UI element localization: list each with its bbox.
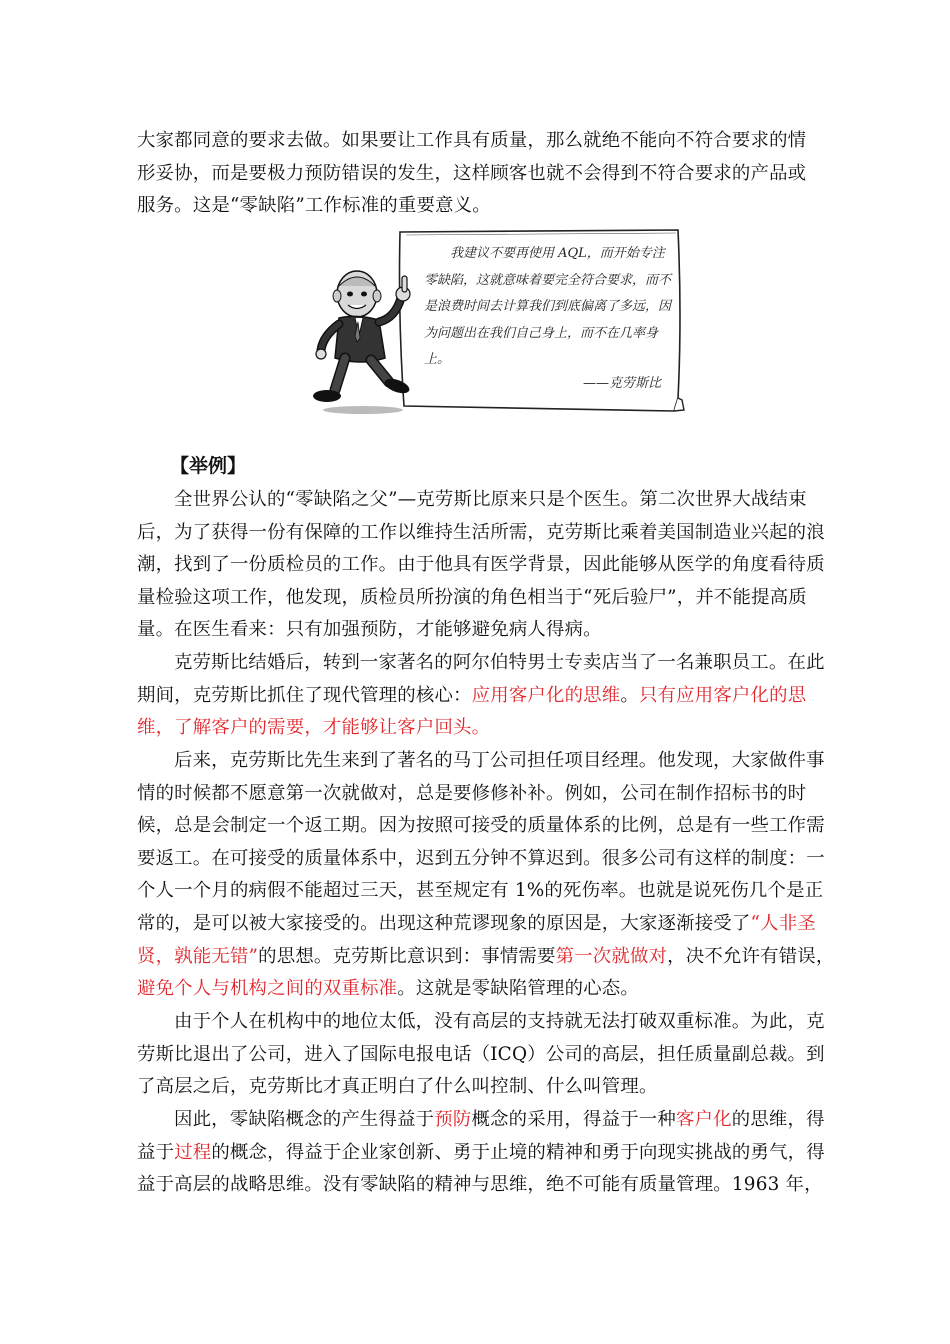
example-paragraph-3	[137, 745, 837, 1006]
intro-line-1: 大家都同意的要求去做。如果要让工作具有质量，那么就绝不能向不符合要求的情	[137, 130, 807, 151]
p2-text-b: 。	[620, 684, 639, 706]
p3-text-d: 。这就是零缺陷管理的心态。	[397, 978, 639, 1000]
intro-line-3: 服务。这是“零缺陷”工作标准的重要意义。	[137, 195, 491, 217]
p3-highlight-3: 避免个人与机构之间的双重标准	[137, 978, 398, 1000]
intro-paragraph	[137, 125, 837, 223]
p5-text-b: 概念的采用，得益于一种	[471, 1109, 676, 1130]
p5-highlight-1: 预防	[434, 1109, 472, 1130]
intro-line-2: 形妥协，而是要极力预防错误的发生，这样顾客也就不会得到不符合要求的产品或	[137, 162, 807, 184]
p2-text-a: 克劳斯比结婚后，转到一家著名的阿尔伯特男士专卖店当了一名兼职员工。在此期间，克劳斯比抓住了现代管理的核心：	[137, 652, 825, 706]
p5-text-a: 因此，零缺陷概念的产生得益于	[174, 1109, 435, 1130]
quote-author: ——克劳斯比	[583, 376, 662, 391]
example-paragraph-5	[137, 1104, 837, 1202]
p2-highlight-1: 应用客户化的思维	[471, 684, 621, 706]
p3-text-b: 的思想。克劳斯比意识到：事情需要	[258, 945, 556, 967]
p5-text-c: 的思维，得益于	[137, 1109, 825, 1163]
crosby-cartoon-illustration	[305, 258, 425, 418]
p3-text-a: 后来，克劳斯比先生来到了著名的马丁公司担任项目经理。他发现，大家做件事情的时候都不愿意第一次就做对，总是要修修补补。例如，公司在制作招标书的时候，总是会制定一个返工期。因为按照可接受的质量体系的比例，总是有一些工作需要返工。在可接受的质量体系中，迟到五分钟不算迟到。很多公司有这样的制度：一个人一个月的病假不能超过三天，甚至规定有 1%的死伤率。也就是说死伤几个是正常的，是可以被大家接受的。出现这种荒谬现象的原因是，大家逐渐接受了	[137, 750, 825, 934]
example-paragraph-4: 由于个人在机构中的地位太低，没有高层的支持就无法打破双重标准。为此，克劳斯比退出了公司，进入了国际电报电话（ICQ）公司的高层，担任质量副总裁。到了高层之后，克劳斯比才真正明白了什么叫控制、什么叫管理。	[137, 1011, 825, 1098]
example-paragraph-2	[137, 647, 837, 745]
p3-highlight-1: “人非圣贤，孰能无错”	[137, 912, 816, 967]
example-paragraph-1: 全世界公认的“零缺陷之父”—克劳斯比原来只是个医生。第二次世界大战结束后，为了获得一份有保障的工作以维持生活所需，克劳斯比乘着美国制造业兴起的浪潮，找到了一份质检员的工作。由于他具有医学背景，因此能够从医学的角度看待质量检验这项工作，他发现，质检员所扮演的角色相当于“死后验尸”，并不能提高质量。在医生看来：只有加强预防，才能够避免病人得病。	[137, 489, 825, 641]
p5-text-d: 的概念，得益于企业家创新、勇于止境的精神和勇于向现实挑战的勇气，得益于高层的战略思维。没有零缺陷的精神与思维，绝不可能有质量管理。1963 年，	[137, 1141, 825, 1196]
p3-text-c: ，决不允许有错误，	[667, 945, 835, 967]
p3-highlight-2: 第一次就做对	[555, 945, 668, 967]
example-heading: 【举例】	[170, 455, 247, 477]
quote-text: 我建议不要再使用 AQL，而开始专注零缺陷，这就意味着要完全符合要求，而不是浪费时间去计算我们到底偏离了多远，因为问题出在我们自己身上，而不在几率身上。	[424, 246, 672, 367]
p5-highlight-3: 过程	[174, 1141, 212, 1163]
p5-highlight-2: 客户化	[675, 1109, 732, 1130]
p2-highlight-2: 只有应用客户化的思维，了解客户的需要，才能够让客户回头。	[137, 684, 807, 739]
